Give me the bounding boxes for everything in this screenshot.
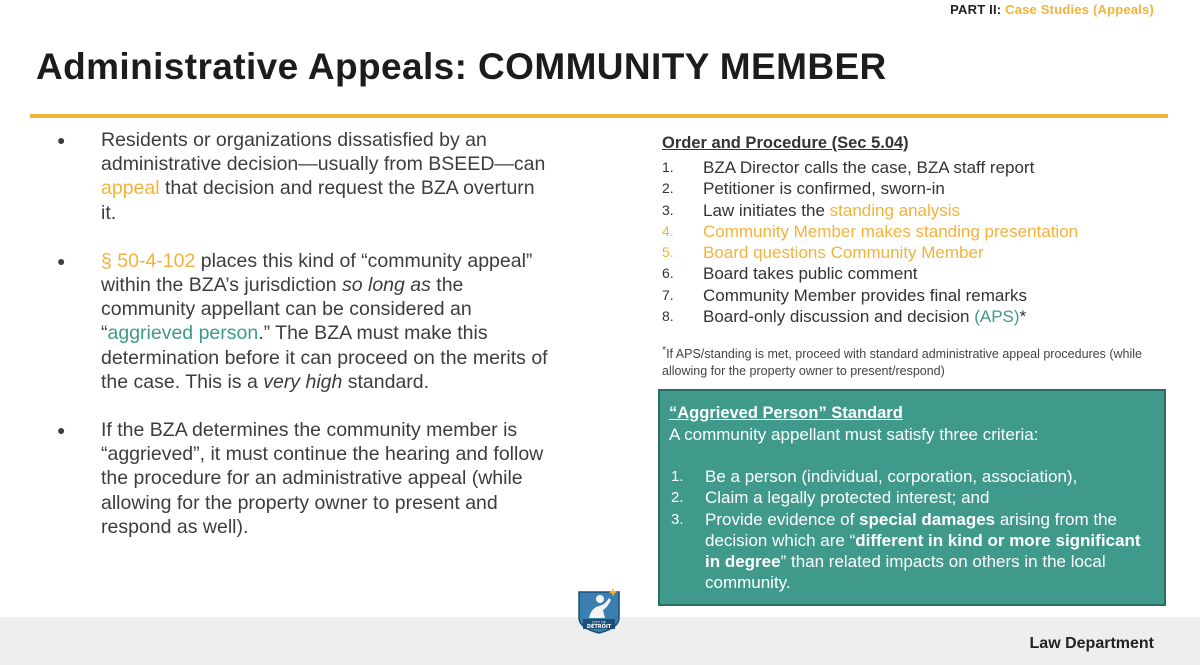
aps-term: (APS) (974, 307, 1020, 327)
bullet-3 (55, 418, 555, 539)
procedure-list (662, 157, 1172, 327)
aggrieved-standard-box (658, 389, 1166, 606)
criterion-text (705, 509, 1152, 594)
step-text: Board takes public comment (703, 264, 918, 284)
criterion-text: Claim a legally protected interest; and (705, 488, 990, 508)
step-text: Community Member provides final remarks (703, 285, 1028, 305)
criteria-list (669, 466, 1152, 594)
step-text-part: Law initiates the (703, 200, 830, 220)
aggrieved-person-term: aggrieved person (107, 322, 259, 345)
special-damages-term: special damages (859, 509, 996, 529)
step-text (703, 200, 960, 221)
criterion-text-part: Provide evidence of (705, 509, 860, 529)
footnote-marker: * (662, 345, 667, 357)
criterion-text: Be a person (individual, corporation, association), (705, 467, 1078, 486)
bullet-1-part: that decision and request the BZA overturn it. (101, 177, 535, 224)
bullet-2-part: the community appellant can be considered an “ (101, 274, 472, 345)
part-accent: Case Studies (Appeals) (1005, 2, 1154, 17)
step-number: 5. (662, 244, 674, 261)
standing-analysis-term: standing analysis (829, 200, 961, 220)
criterion-number: 3. (671, 510, 684, 528)
criterion-number: 1. (671, 468, 684, 485)
procedure-step (662, 200, 1172, 221)
bullet-2-emphasis: very high (263, 370, 343, 393)
procedure-step (662, 242, 1172, 263)
code-section-link: § 50-4-102 (101, 249, 196, 272)
procedure-step (662, 285, 1172, 306)
criterion (669, 487, 1152, 508)
bullet-1 (55, 128, 555, 225)
procedure-step (662, 178, 1172, 199)
criterion (669, 509, 1152, 594)
bullet-dot-icon: ● (57, 422, 66, 439)
step-number: 7. (662, 286, 674, 303)
standard-intro: A community appellant must satisfy three criteria: (669, 425, 1039, 444)
step-number: 4. (662, 222, 674, 239)
procedure-title: Order and Procedure (Sec 5.04) (662, 134, 909, 152)
bullet-3-text: If the BZA determines the community member is “aggrieved”, it must continue the hearing and follow the procedure for an administrative appeal (while allowing for the property owner to present and respond as well). (101, 419, 544, 538)
step-number: 2. (662, 180, 674, 197)
logo-line1: CITY OF (592, 620, 606, 625)
part-prefix: PART II: (950, 2, 1006, 17)
procedure-footnote (662, 343, 1172, 378)
bullet-dot-icon: ● (57, 252, 66, 269)
step-number: 6. (662, 265, 674, 282)
different-in-kind-term: different in kind or more significant in degree (705, 530, 1141, 572)
step-text-part: Board-only discussion and decision (703, 307, 975, 327)
criterion (669, 466, 1152, 487)
procedure-step (662, 221, 1172, 242)
procedure-step (662, 263, 1172, 284)
part-label (950, 2, 1154, 17)
bullet-2-text (101, 249, 555, 394)
step-text: Community Member makes standing presentation (703, 221, 1079, 241)
bullet-1-part: Residents or organizations dissatisfied by an administrative decision—usually from BSEED—can (101, 129, 546, 176)
procedure-section (662, 134, 1172, 379)
footnote-text: If APS/standing is met, proceed with standard administrative appeal procedures (while allowing for the property owner to present/respond) (662, 347, 1143, 378)
step-number: 1. (662, 159, 674, 175)
step-text: Board questions Community Member (703, 243, 984, 263)
bullet-2-part: places this kind of “community appeal” within the BZA’s jurisdiction (101, 249, 533, 297)
criterion-text-part: ” than related impacts on others in the local community. (705, 552, 1106, 593)
step-text (703, 306, 1026, 327)
bullet-2-part: standard. (342, 370, 430, 393)
step-text: BZA Director calls the case, BZA staff report (703, 158, 1035, 177)
bullet-1-text (101, 128, 555, 225)
footer-label: Law Department (1029, 635, 1154, 652)
procedure-step (662, 306, 1172, 327)
city-of-detroit-logo-icon (575, 584, 623, 634)
logo-line2: DETROIT (586, 624, 612, 631)
step-number: 8. (662, 308, 674, 325)
page-title: Administrative Appeals: COMMUNITY MEMBER (36, 46, 887, 87)
bullet-2-emphasis: so long as (341, 274, 431, 297)
step-number: 3. (662, 201, 674, 218)
step-text-part: * (1019, 307, 1027, 327)
procedure-step (662, 157, 1172, 178)
criterion-number: 2. (671, 489, 684, 507)
bullet-2 (55, 249, 555, 394)
step-text: Petitioner is confirmed, sworn-in (703, 179, 945, 199)
criterion-text-part: arising from the decision which are “ (705, 509, 1118, 550)
title-divider (30, 114, 1168, 118)
appeal-term: appeal (101, 177, 160, 200)
bullet-2-part: .” The BZA must make this determination before it can proceed on the merits of the case. This is a (101, 322, 548, 393)
bullet-dot-icon: ● (57, 132, 66, 148)
standard-title: “Aggrieved Person” Standard (669, 404, 903, 422)
left-bullets (55, 128, 555, 563)
